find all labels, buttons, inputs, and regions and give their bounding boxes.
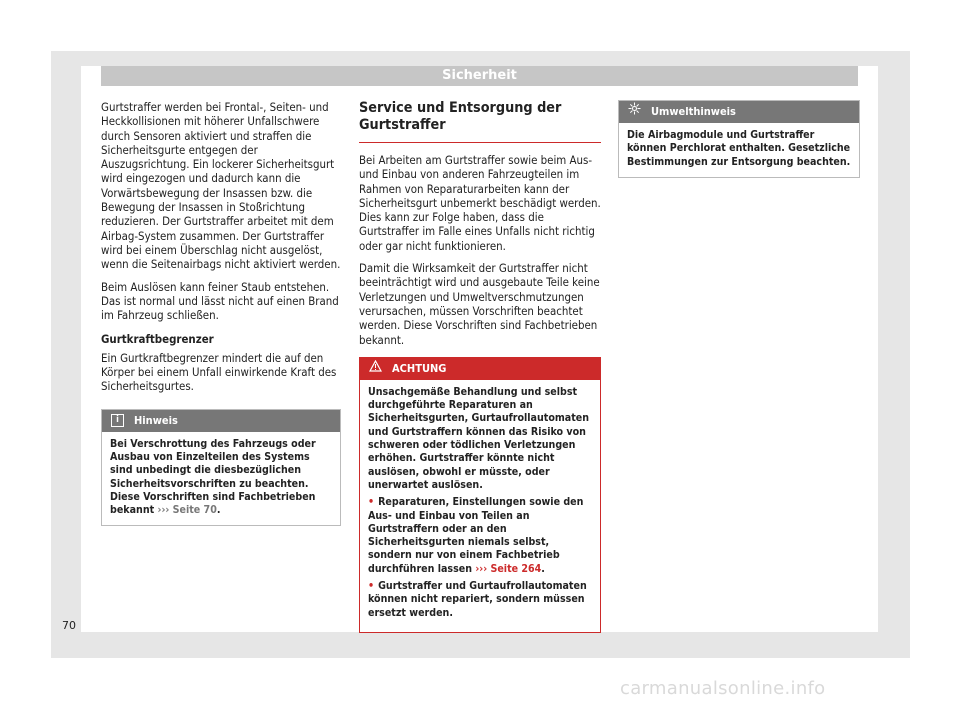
- eco-title: Umwelthinweis: [651, 105, 736, 118]
- warning-triangle-icon: [369, 358, 382, 380]
- bullet-icon: •: [368, 580, 375, 593]
- hint-header: [102, 410, 340, 432]
- warning-intro: Unsachgemäße Behandlung und selbst durchgeführte Reparaturen an Sicherheitsgurten, Gurtaufrollautomaten und Gurtstraffern können das Risiko von schweren oder tödlichen Verletzungen erhöhen. Gurtstraffer könnte nicht auslösen, obwohl er müsste, oder unerwartet auslösen.: [368, 385, 590, 491]
- bullet-icon: •: [368, 496, 375, 509]
- page-link[interactable]: Seite 264: [490, 562, 542, 575]
- page-link-arrow: ›››: [475, 562, 488, 575]
- column-right: [618, 100, 860, 178]
- eco-header: [619, 101, 859, 123]
- column-left: [101, 100, 341, 526]
- warning-bullet: [368, 496, 592, 576]
- environment-icon: [628, 101, 641, 123]
- bullet-text: Gurtstraffer und Gurtaufrollautomaten können nicht repariert, sondern müssen ersetzt werden.: [368, 580, 587, 619]
- warning-header: [360, 358, 600, 380]
- page-number: 70: [62, 619, 76, 632]
- section-header: [101, 66, 858, 86]
- paragraph: Beim Auslösen kann feiner Staub entstehen. Das ist normal und lässt nicht auf einen Brand im Fahrzeug schließen.: [101, 279, 339, 323]
- bullet-text: Reparaturen, Einstellungen sowie den Aus- und Einbau von Teilen an Gurtstraffern oder an den Sicherheitsgurten niemals selbst, sondern nur von einem Fachbetrieb durchführen lassen: [368, 496, 584, 575]
- warning-body: [360, 380, 600, 632]
- section-title: Service und Entsorgung der Gurtstraffer: [359, 100, 601, 143]
- warning-title: ACHTUNG: [392, 361, 447, 375]
- hint-title: Hinweis: [134, 413, 178, 427]
- page-link-arrow: ›››: [157, 504, 170, 517]
- eco-box: [618, 100, 860, 178]
- section-header-title: Sicherheit: [442, 68, 517, 83]
- paragraph: Bei Arbeiten am Gurtstraffer sowie beim Aus- und Einbau von anderen Fahrzeugteilen im Rahmen von Reparaturarbeiten kann der Sicherheitsgurt unbemerkt beschädigt werden. Dies kann zur Folge haben, dass die Gurtstraffer im Falle eines Unfalls nicht richtig oder gar nicht funktionieren.: [359, 153, 601, 253]
- paragraph: Ein Gurtkraftbegrenzer mindert die auf den Körper bei einem Unfall einwirkende Kraft des Sicherheitsgurtes.: [101, 350, 337, 394]
- hint-box: [101, 409, 341, 527]
- watermark: carmanualsonline.info: [620, 678, 826, 699]
- eco-body: Die Airbagmodule und Gurtstraffer können Perchlorat enthalten. Gesetzliche Bestimmungen zur Entsorgung beachten.: [627, 129, 851, 168]
- warning-box: [359, 357, 601, 633]
- subheading: Gurtkraftbegrenzer: [101, 332, 214, 347]
- punctuation: .: [216, 504, 221, 517]
- paragraph: Gurtstraffer werden bei Frontal-, Seiten- und Heckkollisionen mit höherer Unfallschwere durch Sensoren aktiviert und straffen die Sicherheitsgurte entgegen der Auszugsrichtung. Ein lockerer Sicherheitsgurt wird eingezogen und dadurch kann die Vorwärtsbewegung der Insassen bzw. die Bewegung der Insassen in Stoßrichtung reduzieren. Der Gurtstraffer arbeitet mit dem Airbag-System zusammen. Der Gurtstraffer wird bei einem Überschlag nicht ausgelöst, wenn die Seitenairbags nicht aktiviert werden.: [101, 100, 341, 272]
- hint-body: [102, 432, 340, 526]
- paragraph: Damit die Wirksamkeit der Gurtstraffer nicht beeinträchtigt wird und ausgebaute Teile keine Verletzungen und Umweltverschmutzungen verursachen, müssen Vorschriften beachtet werden. Diese Vorschriften sind Fachbetrieben bekannt.: [359, 261, 600, 347]
- page-link[interactable]: Seite 70: [172, 504, 217, 517]
- hint-text: Bei Verschrottung des Fahrzeugs oder Ausbau von Einzelteilen des Systems sind unbedingt die diesbezüglichen Sicherheitsvorschriften zu beachten. Diese Vorschriften sind Fachbetrieben bekannt: [110, 437, 316, 517]
- info-icon: i: [111, 414, 124, 427]
- punctuation: .: [541, 562, 545, 575]
- warning-bullet: [368, 580, 592, 620]
- column-middle: [359, 100, 601, 633]
